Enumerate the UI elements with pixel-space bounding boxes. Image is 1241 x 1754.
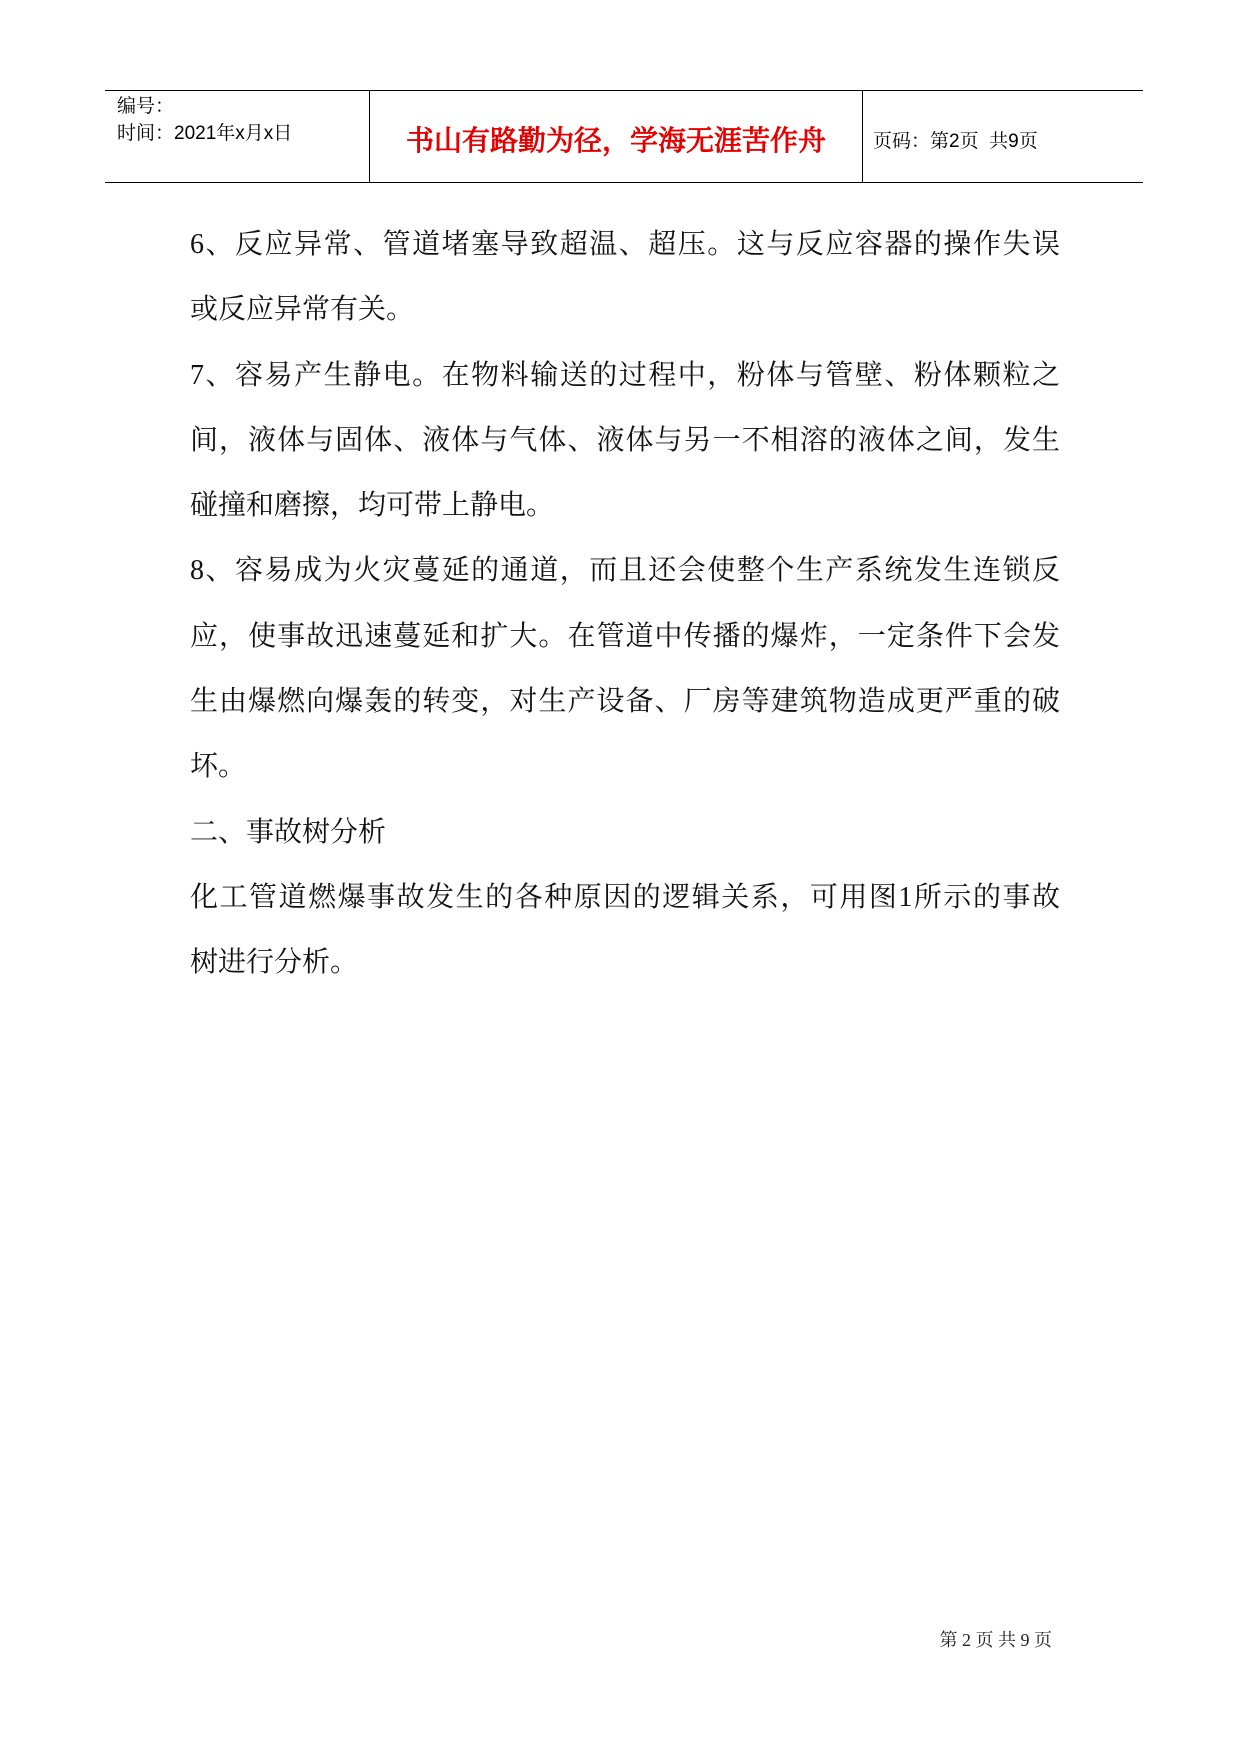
text-line: 化工管道燃爆事故发生的各种原因的逻辑关系，可用图1所示的事故 [190,881,1060,913]
serial-number-label: 编号： [117,96,175,117]
text-line: 树进行分析。 [190,947,359,979]
text-line: 或反应异常有关。 [190,294,415,326]
paragraph-item-8 [190,538,1060,799]
paragraph-item-6 [190,212,1060,343]
header-page-info: 页码：第2页 共9页 [873,131,1038,152]
page-footer: 第 2 页 共 9 页 [939,1630,1052,1650]
header-motto: 书山有路勤为径，学海无涯苦作舟 [405,124,826,156]
text-line: 生由爆燃向爆轰的转变，对生产设备、厂房等建筑物造成更严重的破 [190,686,1060,718]
text-line: 间，液体与固体、液体与气体、液体与另一不相溶的液体之间，发生 [190,424,1060,456]
text-line: 坏。 [190,751,247,783]
text-line: 8、容易成为火灾蔓延的通道，而且还会使整个生产系统发生连锁反 [190,555,1060,587]
text-line: 应，使事故迅速蔓延和扩大。在管道中传播的爆炸，一定条件下会发 [190,620,1060,652]
text-line: 碰撞和磨擦，均可带上静电。 [190,490,555,522]
paragraph-fault-tree-intro [190,865,1060,996]
header-divider-right [862,91,863,182]
text-line: 7、容易产生静电。在物料输送的过程中，粉体与管壁、粉体颗粒之 [190,359,1060,391]
time-label: 时间：2021年x月x日 [117,123,293,144]
header-table [105,90,1143,183]
paragraph-item-7 [190,343,1060,539]
header-meta [117,93,292,147]
body-content [190,212,1060,996]
section-heading [190,800,1060,865]
section-heading-text: 二、事故树分析 [190,816,387,848]
header-divider-left [369,91,370,182]
text-line: 6、反应异常、管道堵塞导致超温、超压。这与反应容器的操作失误 [190,229,1060,260]
